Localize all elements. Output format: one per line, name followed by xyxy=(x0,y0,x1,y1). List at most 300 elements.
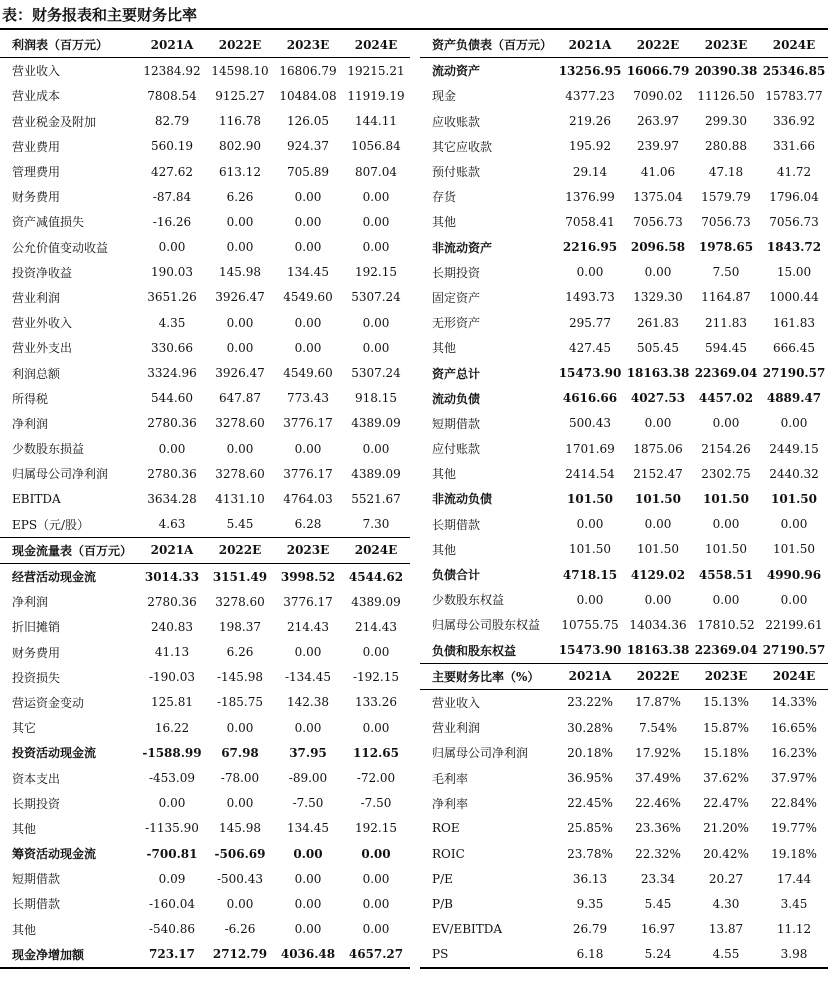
table-row xyxy=(0,411,410,436)
cell-value: 2096.58 xyxy=(630,240,686,255)
row-label: 现金净增加额 xyxy=(0,942,138,968)
row-label: 其他 xyxy=(432,341,457,356)
cell-value: 3278.60 xyxy=(215,466,265,481)
row-label: 所得税 xyxy=(12,391,49,406)
cell-value: 0.00 xyxy=(362,645,390,660)
row-label: 负债合计 xyxy=(432,568,481,583)
row-label: 现金 xyxy=(432,89,457,104)
cell-value: -145.98 xyxy=(216,670,264,685)
cell-value: 3651.26 xyxy=(147,290,197,305)
cell-value: 0.00 xyxy=(362,720,390,735)
cell-value: 560.19 xyxy=(151,139,193,154)
cell-value: -192.15 xyxy=(352,670,400,685)
table-row xyxy=(0,690,410,715)
cell-value: 0.00 xyxy=(712,517,740,532)
table-row xyxy=(420,109,828,134)
row-label: 少数股东损益 xyxy=(12,442,85,457)
table-row xyxy=(0,461,410,486)
cell-value: 192.15 xyxy=(355,265,397,280)
table-row xyxy=(0,235,410,260)
cell-value: 330.66 xyxy=(151,340,193,355)
cell-value: 3.98 xyxy=(760,942,828,968)
cell-value: 1493.73 xyxy=(565,290,615,305)
cell-value: 133.26 xyxy=(355,695,397,710)
cell-value: 0.00 xyxy=(362,189,390,204)
row-label: 非流动负债 xyxy=(432,492,493,507)
table-row xyxy=(420,83,828,108)
row-label: 应付账款 xyxy=(432,442,481,457)
column-header: 2023E xyxy=(692,663,760,689)
cell-value: 3151.49 xyxy=(212,569,268,584)
cell-value: 22199.61 xyxy=(765,617,823,632)
cell-value: 41.06 xyxy=(640,164,676,179)
table-row xyxy=(0,614,410,639)
cell-value: 37.95 xyxy=(289,745,327,760)
cell-value: 4389.09 xyxy=(351,466,401,481)
cell-value: 4990.96 xyxy=(766,567,822,582)
cell-value: 25346.85 xyxy=(762,63,826,78)
cell-value: 11126.50 xyxy=(697,88,755,103)
cell-value: 263.97 xyxy=(637,114,679,129)
cell-value: 15783.77 xyxy=(765,88,823,103)
row-label: 公允价值变动收益 xyxy=(12,240,109,255)
table-row xyxy=(420,209,828,234)
table-row xyxy=(0,285,410,310)
column-header: 2021A xyxy=(138,32,206,58)
cell-value: 7.54% xyxy=(638,720,678,735)
cell-value: 773.43 xyxy=(287,391,329,406)
cell-value: 101.50 xyxy=(567,491,613,506)
table-row xyxy=(420,58,828,84)
cell-value: 15.87% xyxy=(703,720,749,735)
column-header: 2023E xyxy=(692,32,760,58)
cell-value: 1875.06 xyxy=(633,441,683,456)
cell-value: 918.15 xyxy=(355,391,397,406)
cell-value: 7058.41 xyxy=(565,214,615,229)
column-header: 2021A xyxy=(138,537,206,563)
column-header: 2022E xyxy=(624,32,692,58)
table-row xyxy=(0,58,410,84)
cell-value: 2780.36 xyxy=(147,594,197,609)
cell-value: 17.92% xyxy=(635,745,681,760)
cell-value: -7.50 xyxy=(360,796,392,811)
row-label: EBITDA xyxy=(12,491,61,506)
cell-value: 4.35 xyxy=(158,315,186,330)
column-header: 2022E xyxy=(206,537,274,563)
row-label: 其他 xyxy=(432,467,457,482)
cell-value: 7056.73 xyxy=(769,214,819,229)
cell-value: 0.00 xyxy=(158,240,186,255)
cell-value: 0.00 xyxy=(293,846,323,861)
row-label: 营运资金变动 xyxy=(12,695,85,710)
row-label: 其他 xyxy=(12,821,37,836)
row-label: ROIC xyxy=(432,846,465,861)
table-row xyxy=(420,791,828,816)
table-row xyxy=(420,260,828,285)
income-statement-table xyxy=(0,32,410,537)
row-label: 长期投资 xyxy=(432,265,481,280)
table-row xyxy=(0,260,410,285)
cell-value: 5.45 xyxy=(226,517,254,532)
cell-value: 802.90 xyxy=(219,139,261,154)
table-row xyxy=(0,486,410,511)
column-header: 2024E xyxy=(342,537,410,563)
cell-value: 3634.28 xyxy=(147,491,197,506)
cell-value: 705.89 xyxy=(287,164,329,179)
cell-value: 161.83 xyxy=(773,315,815,330)
cell-value: 5521.67 xyxy=(351,491,401,506)
cell-value: 3776.17 xyxy=(283,466,333,481)
cell-value: 0.00 xyxy=(226,896,254,911)
cell-value: 16.65% xyxy=(771,720,817,735)
row-label: EPS（元/股） xyxy=(12,517,90,532)
cell-value: 211.83 xyxy=(705,315,747,330)
cell-value: 647.87 xyxy=(219,391,261,406)
cash-flow-table xyxy=(0,537,410,969)
row-label: 资产减值损失 xyxy=(12,215,85,230)
cell-value: 219.26 xyxy=(569,114,611,129)
row-label: 营业收入 xyxy=(432,695,481,710)
cell-value: 15473.90 xyxy=(558,643,622,658)
row-label: 流动资产 xyxy=(432,64,481,79)
cell-value: 4549.60 xyxy=(283,290,333,305)
table-row xyxy=(0,715,410,740)
cell-value: 22.46% xyxy=(635,796,681,811)
table-row xyxy=(420,159,828,184)
cell-value: 2712.79 xyxy=(206,942,274,968)
cell-value: -700.81 xyxy=(146,846,198,861)
cell-value: 14034.36 xyxy=(629,617,687,632)
cell-value: 192.15 xyxy=(355,821,397,836)
cell-value: 14.33% xyxy=(771,695,817,710)
table-row xyxy=(420,411,828,436)
row-label: 筹资活动现金流 xyxy=(12,847,97,862)
table-row xyxy=(420,486,828,511)
cell-value: 0.00 xyxy=(294,240,322,255)
table-row xyxy=(420,841,828,866)
cell-value: 17.87% xyxy=(635,695,681,710)
row-label: 长期借款 xyxy=(432,517,481,532)
cell-value: 0.00 xyxy=(712,592,740,607)
cell-value: 0.00 xyxy=(294,645,322,660)
row-label: 财务费用 xyxy=(12,645,61,660)
column-header: 2021A xyxy=(556,663,624,689)
cell-value: 2302.75 xyxy=(701,466,751,481)
cell-value: 1375.04 xyxy=(633,189,683,204)
cell-value: 47.18 xyxy=(708,164,744,179)
cell-value: 2152.47 xyxy=(633,466,683,481)
cell-value: 0.00 xyxy=(361,846,391,861)
cell-value: 1843.72 xyxy=(766,240,822,255)
table-row xyxy=(420,587,828,612)
cell-value: 7.30 xyxy=(362,517,390,532)
row-label: 营业费用 xyxy=(12,139,61,154)
cell-value: 20390.38 xyxy=(694,63,758,78)
column-header: 2022E xyxy=(206,32,274,58)
cell-value: 0.00 xyxy=(294,720,322,735)
table-row xyxy=(420,235,828,260)
row-label: 折旧摊销 xyxy=(12,620,61,635)
cell-value: -160.04 xyxy=(148,896,196,911)
row-label: 营业外收入 xyxy=(12,316,73,331)
table-row xyxy=(420,562,828,587)
row-label: 净利润 xyxy=(12,416,49,431)
cell-value: 0.09 xyxy=(158,871,186,886)
cell-value: 2449.15 xyxy=(769,441,819,456)
table-row xyxy=(420,436,828,461)
cell-value: 19215.21 xyxy=(347,63,405,78)
cell-value: -78.00 xyxy=(220,771,260,786)
cell-value: 4389.09 xyxy=(351,416,401,431)
cell-value: 4036.48 xyxy=(274,942,342,968)
cell-value: 2414.54 xyxy=(565,466,615,481)
cell-value: 25.85% xyxy=(567,821,613,836)
cell-value: 101.50 xyxy=(569,542,611,557)
row-label: 流动负债 xyxy=(432,391,481,406)
cell-value: 0.00 xyxy=(780,416,808,431)
row-label: 短期借款 xyxy=(12,872,61,887)
cell-value: 145.98 xyxy=(219,265,261,280)
row-label: 资本支出 xyxy=(12,771,61,786)
row-label: 营业收入 xyxy=(12,64,61,79)
cell-value: 10484.08 xyxy=(279,88,337,103)
table-row xyxy=(0,841,410,866)
cell-value: 3278.60 xyxy=(215,416,265,431)
cell-value: 18163.38 xyxy=(626,366,690,381)
cell-value: -6.26 xyxy=(224,922,256,937)
cell-value: 23.36% xyxy=(635,821,681,836)
cell-value: 5.45 xyxy=(644,896,672,911)
cell-value: 30.28% xyxy=(567,720,613,735)
cell-value: 0.00 xyxy=(294,441,322,456)
cell-value: -89.00 xyxy=(288,771,328,786)
cell-value: 36.95% xyxy=(567,771,613,786)
cell-value: 144.11 xyxy=(355,114,397,129)
row-label: PS xyxy=(420,942,556,968)
cell-value: 13256.95 xyxy=(558,63,622,78)
cell-value: 4889.47 xyxy=(766,391,822,406)
table-row xyxy=(0,563,410,589)
cell-value: 1164.87 xyxy=(701,290,751,305)
table-row xyxy=(420,765,828,790)
cell-value: 505.45 xyxy=(637,340,679,355)
cell-value: 112.65 xyxy=(353,745,399,760)
row-label: 归属母公司净利润 xyxy=(432,746,529,761)
table-row xyxy=(0,360,410,385)
table-row xyxy=(420,386,828,411)
cell-value: 4.30 xyxy=(712,896,740,911)
cell-value: 0.00 xyxy=(226,315,254,330)
cell-value: 22.47% xyxy=(703,796,749,811)
cell-value: 23.22% xyxy=(567,695,613,710)
cell-value: 0.00 xyxy=(362,441,390,456)
row-label: 预付账款 xyxy=(432,165,481,180)
cell-value: 15.13% xyxy=(703,695,749,710)
balance-sheet-table xyxy=(420,32,828,663)
cell-value: 500.43 xyxy=(569,416,611,431)
table-row xyxy=(420,612,828,637)
row-label: 其他 xyxy=(12,922,37,937)
cell-value: 41.13 xyxy=(154,645,190,660)
table-row xyxy=(0,791,410,816)
table-row xyxy=(0,310,410,335)
table-row xyxy=(420,891,828,916)
cell-value: 280.88 xyxy=(705,139,747,154)
cell-value: 4764.03 xyxy=(283,491,333,506)
section-title: 现金流量表（百万元） xyxy=(0,537,138,563)
cell-value: 12384.92 xyxy=(143,63,201,78)
cell-value: 116.78 xyxy=(219,114,261,129)
table-header-row xyxy=(420,32,828,58)
table-row xyxy=(420,184,828,209)
cell-value: 2154.26 xyxy=(701,441,751,456)
cell-value: 29.14 xyxy=(572,164,608,179)
cell-value: 101.50 xyxy=(773,542,815,557)
cell-value: 22.32% xyxy=(635,846,681,861)
cell-value: -506.69 xyxy=(214,846,266,861)
column-header: 2024E xyxy=(760,663,828,689)
cell-value: 0.00 xyxy=(644,517,672,532)
section-title: 主要财务比率（%） xyxy=(420,663,556,689)
cell-value: 101.50 xyxy=(637,542,679,557)
table-row xyxy=(420,942,828,968)
cell-value: 3278.60 xyxy=(215,594,265,609)
row-label: 营业外支出 xyxy=(12,341,73,356)
table-header-row xyxy=(420,663,828,689)
cell-value: 613.12 xyxy=(219,164,261,179)
cell-value: 3776.17 xyxy=(283,416,333,431)
page-title: 表：财务报表和主要财务比率 xyxy=(0,0,828,30)
cell-value: 0.00 xyxy=(712,416,740,431)
cell-value: 4616.66 xyxy=(562,391,618,406)
table-row xyxy=(420,689,828,715)
column-header: 2024E xyxy=(760,32,828,58)
cell-value: 3776.17 xyxy=(283,594,333,609)
cell-value: 0.00 xyxy=(362,340,390,355)
cell-value: 0.00 xyxy=(294,189,322,204)
row-label: 无形资产 xyxy=(432,316,481,331)
table-row xyxy=(0,891,410,916)
cell-value: 17.44 xyxy=(776,871,812,886)
cell-value: 723.17 xyxy=(138,942,206,968)
cell-value: 1000.44 xyxy=(769,290,819,305)
row-label: 其它 xyxy=(12,721,37,736)
row-label: 少数股东权益 xyxy=(432,593,505,608)
column-header: 2022E xyxy=(624,663,692,689)
cell-value: -190.03 xyxy=(148,670,196,685)
row-label: 资产总计 xyxy=(432,366,481,381)
cell-value: 0.00 xyxy=(226,340,254,355)
table-row xyxy=(0,816,410,841)
table-row xyxy=(0,134,410,159)
row-label: 投资净收益 xyxy=(12,265,73,280)
cell-value: 22369.04 xyxy=(694,643,758,658)
row-label: 投资损失 xyxy=(12,670,61,685)
cell-value: 67.98 xyxy=(221,745,259,760)
cell-value: 427.62 xyxy=(151,164,193,179)
cell-value: 19.77% xyxy=(771,821,817,836)
right-column xyxy=(420,32,828,969)
cell-value: 14598.10 xyxy=(211,63,269,78)
row-label: 归属母公司股东权益 xyxy=(432,618,541,633)
cell-value: 0.00 xyxy=(576,592,604,607)
cell-value: 4131.10 xyxy=(215,491,265,506)
table-row xyxy=(0,942,410,968)
cell-value: 15473.90 xyxy=(558,366,622,381)
table-row xyxy=(0,866,410,891)
table-row xyxy=(420,512,828,537)
table-row xyxy=(420,740,828,765)
cell-value: 0.00 xyxy=(226,796,254,811)
cell-value: 0.00 xyxy=(362,896,390,911)
row-label: 其他 xyxy=(432,542,457,557)
cell-value: 6.26 xyxy=(226,645,254,660)
cell-value: 16.23% xyxy=(771,745,817,760)
cell-value: 18163.38 xyxy=(626,643,690,658)
cell-value: 22.45% xyxy=(567,796,613,811)
row-label: 归属母公司净利润 xyxy=(12,467,109,482)
cell-value: 9125.27 xyxy=(215,88,265,103)
cell-value: 9.35 xyxy=(576,896,604,911)
row-label: 固定资产 xyxy=(432,290,481,305)
cell-value: 1579.79 xyxy=(701,189,751,204)
row-label: 其他 xyxy=(432,215,457,230)
cell-value: 195.92 xyxy=(569,139,611,154)
cell-value: -540.86 xyxy=(148,922,196,937)
cell-value: 336.92 xyxy=(773,114,815,129)
table-row xyxy=(0,765,410,790)
table-row xyxy=(420,134,828,159)
table-row xyxy=(420,461,828,486)
cell-value: 0.00 xyxy=(362,315,390,330)
table-row xyxy=(0,740,410,765)
cell-value: 807.04 xyxy=(355,164,397,179)
cell-value: 1796.04 xyxy=(769,189,819,204)
cell-value: 594.45 xyxy=(705,340,747,355)
row-label: 财务费用 xyxy=(12,190,61,205)
cell-value: 126.05 xyxy=(287,114,329,129)
cell-value: 1329.30 xyxy=(633,290,683,305)
cell-value: 0.00 xyxy=(294,340,322,355)
table-row xyxy=(420,917,828,942)
column-header: 2023E xyxy=(274,537,342,563)
cell-value: 16.22 xyxy=(154,720,190,735)
cell-value: 27190.57 xyxy=(762,366,826,381)
cell-value: 0.00 xyxy=(362,214,390,229)
cell-value: 5.24 xyxy=(624,942,692,968)
cell-value: 5307.24 xyxy=(351,366,401,381)
cell-value: 37.49% xyxy=(635,771,681,786)
cell-value: 0.00 xyxy=(362,240,390,255)
cell-value: 26.79 xyxy=(572,922,608,937)
section-title: 利润表（百万元） xyxy=(0,32,138,58)
cell-value: 3926.47 xyxy=(215,366,265,381)
cell-value: 23.78% xyxy=(567,846,613,861)
cell-value: 145.98 xyxy=(219,821,261,836)
cell-value: 20.27 xyxy=(708,871,744,886)
cell-value: 0.00 xyxy=(226,720,254,735)
cell-value: 0.00 xyxy=(158,796,186,811)
cell-value: 239.97 xyxy=(637,139,679,154)
financial-ratios-table xyxy=(420,663,828,969)
cell-value: -185.75 xyxy=(216,695,264,710)
table-row xyxy=(0,917,410,942)
cell-value: 23.34 xyxy=(640,871,676,886)
cell-value: 7090.02 xyxy=(633,88,683,103)
cell-value: 0.00 xyxy=(226,214,254,229)
cell-value: 101.50 xyxy=(705,542,747,557)
cell-value: 125.81 xyxy=(151,695,193,710)
